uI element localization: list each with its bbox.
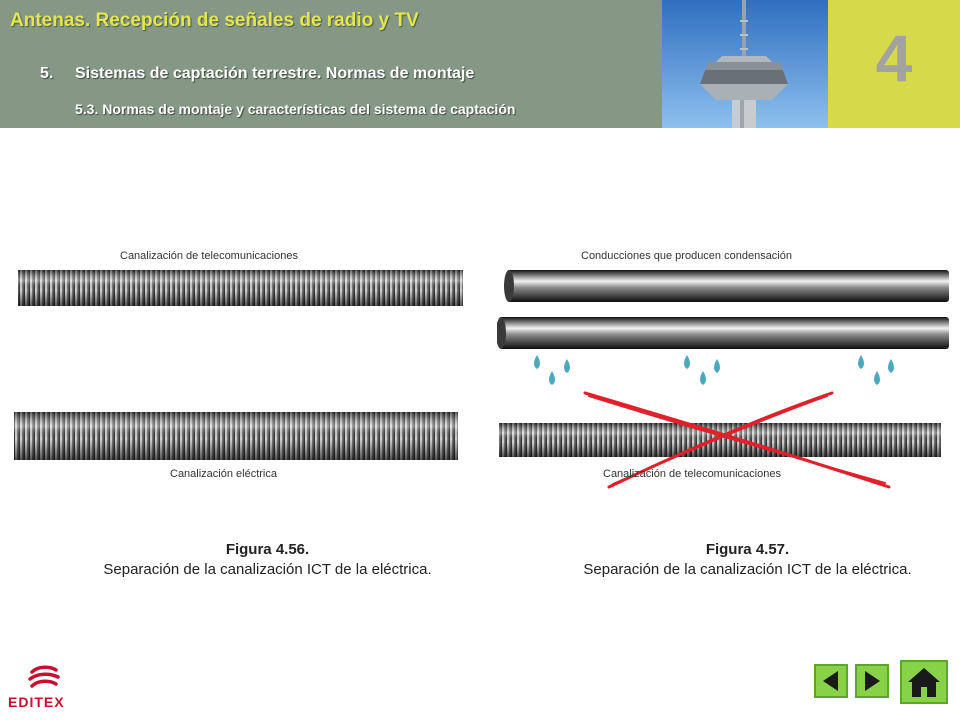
figure-right	[497, 235, 952, 490]
editex-logo-text: EDITEX	[8, 694, 65, 710]
header-bar	[0, 0, 662, 128]
page-title: Antenas. Recepción de señales de radio y TV	[10, 10, 419, 31]
figure-right-bottom-label: Canalización de telecomunicaciones	[603, 468, 781, 480]
water-drops	[534, 355, 894, 385]
editex-logo	[8, 664, 78, 714]
condensation-pipe-lower	[497, 317, 949, 349]
figure-left-top-label: Canalización de telecomunicaciones	[120, 250, 298, 262]
figure-right-caption-title: Figura 4.57.	[705, 541, 790, 558]
telecom-conduit-left	[18, 270, 463, 306]
chapter-badge	[828, 0, 960, 128]
home-button[interactable]	[900, 660, 948, 704]
home-icon	[902, 662, 946, 702]
editex-logo-icon	[24, 664, 64, 692]
condensation-pipe-upper	[504, 270, 949, 302]
arrow-right-icon	[857, 666, 887, 696]
subsection-heading: 5.3. Normas de montaje y características del sistema de captación	[75, 101, 516, 117]
figure-left-bottom-label: Canalización eléctrica	[170, 468, 277, 480]
next-button[interactable]	[855, 664, 889, 698]
electric-conduit-left	[14, 412, 458, 460]
figure-left-caption-text: Separación de la canalización ICT de la eléctrica.	[103, 561, 432, 578]
prev-button[interactable]	[814, 664, 848, 698]
section-title: Sistemas de captación terrestre. Normas de montaje	[75, 65, 475, 82]
arrow-left-icon	[816, 666, 846, 696]
figure-right-caption	[520, 540, 960, 580]
chapter-number: 4	[875, 21, 913, 95]
figure-left-caption-title: Figura 4.56.	[225, 541, 310, 558]
figure-right-top-label: Conducciones que producen condensación	[581, 250, 792, 262]
tv-tower-photo	[662, 0, 828, 128]
telecom-conduit-right	[499, 423, 941, 457]
figure-right-caption-text: Separación de la canalización ICT de la eléctrica.	[583, 561, 912, 578]
section-number: 5.	[40, 65, 54, 82]
section-heading	[40, 65, 474, 83]
figure-left-caption	[40, 540, 495, 580]
figure-left	[10, 235, 470, 490]
